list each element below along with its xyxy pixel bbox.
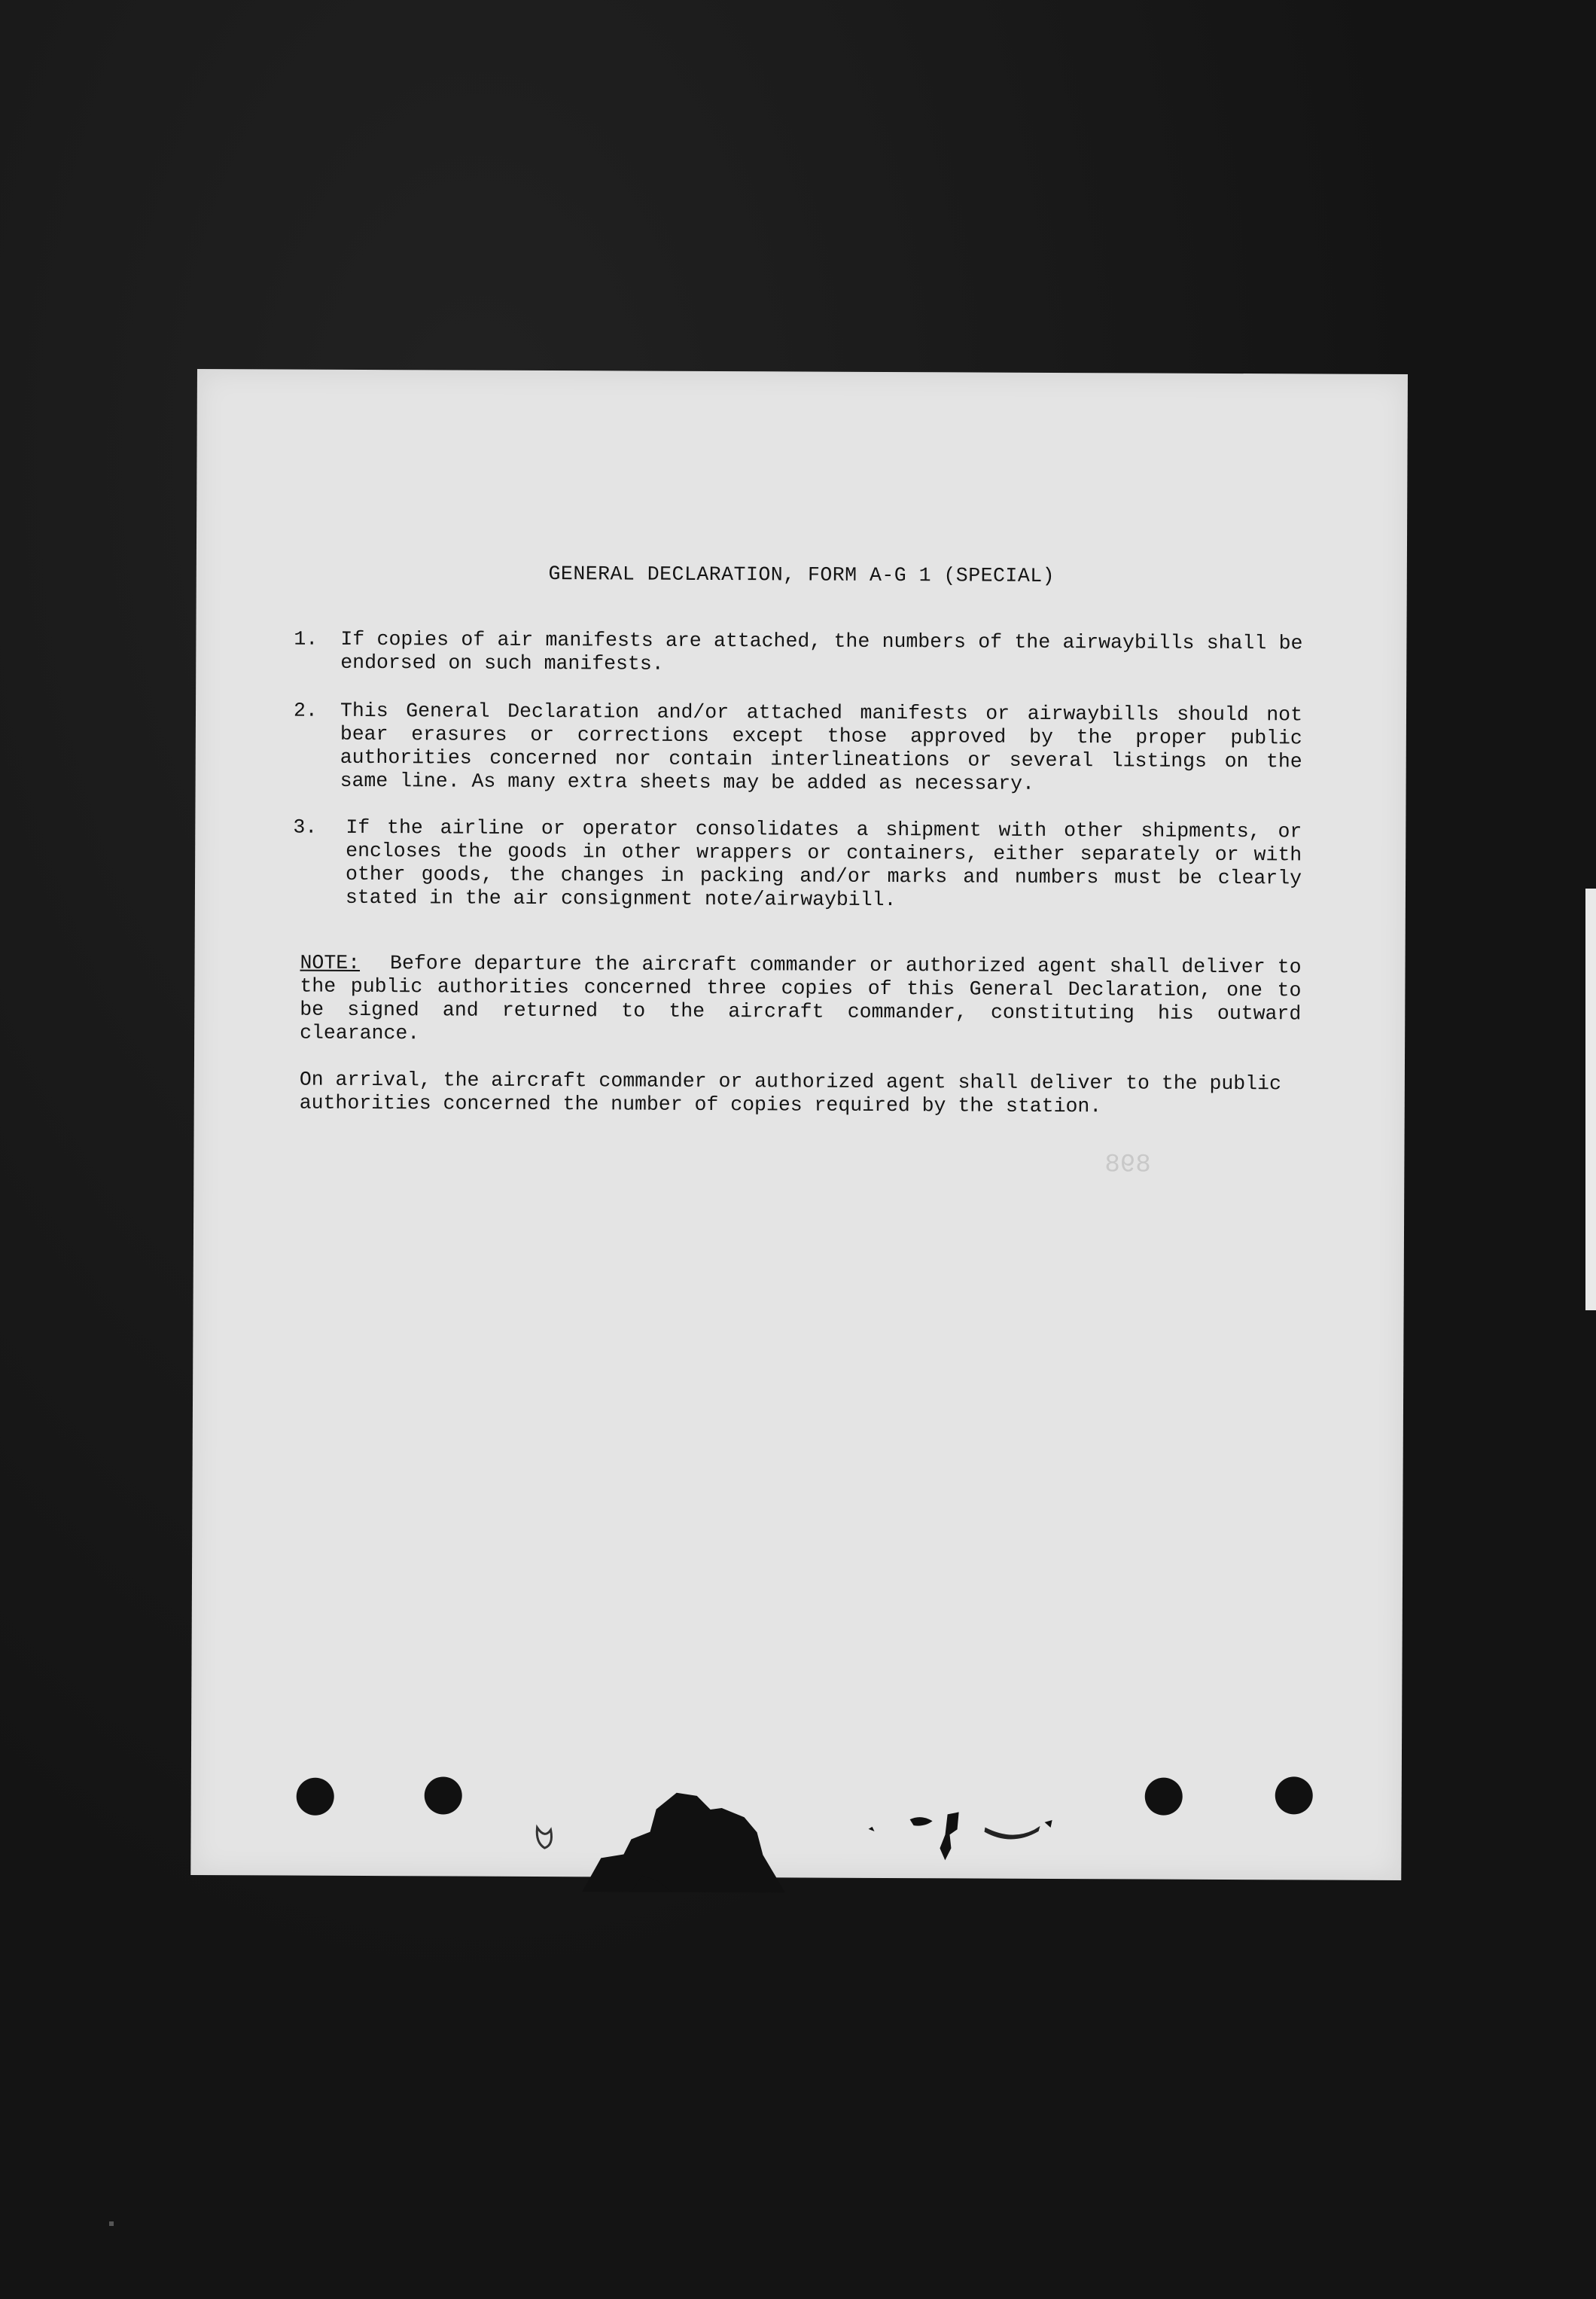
item-text: If copies of air manifests are attached, the numbers of the airwaybills shall be endorsed on such manifests. bbox=[340, 627, 1303, 675]
document-title: GENERAL DECLARATION, FORM A-G 1 (SPECIAL) bbox=[548, 563, 1055, 587]
scan-edge-strip bbox=[1585, 889, 1596, 1310]
instruction-item bbox=[294, 700, 1303, 797]
item-number: 3. bbox=[293, 816, 318, 839]
item-number: 2. bbox=[293, 699, 318, 722]
arrival-paragraph: On arrival, the aircraft commander or authorized agent shall deliver to the public authorities concerned the number of copies required by the station. bbox=[299, 1068, 1281, 1118]
scan-speck bbox=[109, 2221, 114, 2226]
note-text: Before departure the aircraft commander or authorized agent shall deliver to the public authorities concerned three copies of this General Declaration, one to be signed and returned to the aircraft commander, constituting his outward clearance. bbox=[300, 952, 1302, 1045]
item-text: This General Declaration and/or attached manifests or airwaybills should not bear erasures or corrections except those approved by the proper public authorities concerned nor contain interlineations or several listings on the same line. As many extra sheets may be added as necessary. bbox=[340, 699, 1303, 795]
faint-stamp-mark: 898 bbox=[1104, 1151, 1151, 1180]
instruction-item bbox=[294, 628, 1302, 679]
torn-edge-damage bbox=[190, 1785, 1402, 1895]
document-sheet bbox=[190, 369, 1408, 1880]
item-text: If the airline or operator consolidates a shipment with other shipments, or encloses the goods in other wrappers or containers, either separately or with other goods, the changes in packing and/or marks and numbers must be clearly stated in the air consignment note/airwaybill. bbox=[345, 816, 1302, 912]
note-paragraph bbox=[300, 952, 1302, 1050]
note-label: NOTE: bbox=[300, 951, 361, 974]
item-number: 1. bbox=[294, 627, 318, 651]
instruction-item bbox=[293, 816, 1302, 914]
